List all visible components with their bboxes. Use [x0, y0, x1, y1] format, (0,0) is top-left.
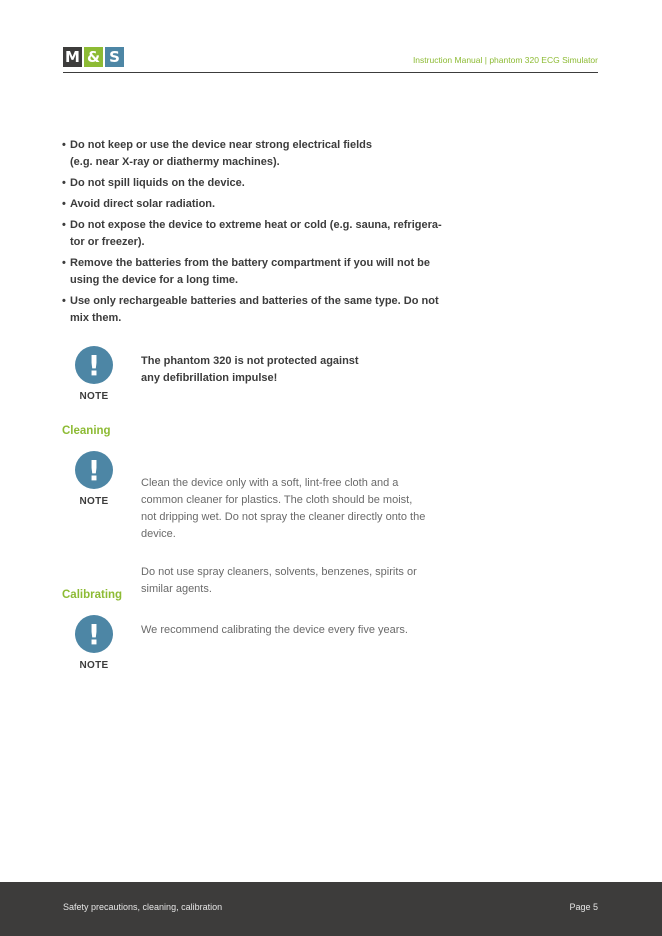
bullet-text: Remove the batteries from the battery compartment if you will not be using the device for a long time. [70, 257, 431, 286]
calibrating-text: We recommend calibrating the device every five years. [141, 624, 408, 636]
list-item [62, 175, 482, 192]
list-item [62, 217, 482, 251]
exclamation-icon: ! [75, 615, 113, 653]
note-calibrating [74, 615, 114, 671]
list-item [62, 196, 482, 213]
logo-letter-s: S [105, 47, 124, 67]
footer-section-title: Safety precautions, cleaning, calibration [63, 902, 223, 912]
cleaning-paragraph-1: Clean the device only with a soft, lint-free cloth and a common cleaner for plastics. The cloth should be moist, not dripping wet. Do not spray the cleaner directly onto the device. [141, 477, 426, 540]
logo-ampersand: & [84, 47, 103, 67]
exclamation-icon: ! [75, 346, 113, 384]
page-footer [0, 882, 662, 936]
brand-logo [63, 47, 126, 67]
bullet-text: Do not keep or use the device near strong electrical fields (e.g. near X-ray or diathermy machines). [70, 139, 372, 168]
bullet-text: Do not spill liquids on the device. [70, 177, 245, 189]
cleaning-text [141, 458, 473, 619]
cleaning-paragraph-2: Do not use spray cleaners, solvents, benzenes, spirits or similar agents. [141, 566, 417, 595]
note-label: NOTE [79, 660, 109, 671]
page-number: Page 5 [569, 902, 598, 912]
header-divider [63, 72, 598, 73]
exclamation-icon: ! [75, 451, 113, 489]
list-item [62, 137, 482, 171]
header-title: Instruction Manual | phantom 320 ECG Simulator [412, 55, 598, 65]
bullet-text: Do not expose the device to extreme heat or cold (e.g. sauna, refrigera- tor or freezer). [70, 219, 442, 248]
bullet-text: Avoid direct solar radiation. [70, 198, 216, 210]
safety-bullet-list [62, 137, 482, 331]
list-item [62, 293, 482, 327]
note-defibrillation [74, 346, 114, 402]
section-title-cleaning: Cleaning [62, 425, 111, 437]
logo-letter-m: M [63, 47, 82, 67]
note-cleaning [74, 451, 114, 507]
bullet-text: Use only rechargeable batteries and batteries of the same type. Do not mix them. [70, 295, 439, 324]
list-item [62, 255, 482, 289]
section-title-calibrating: Calibrating [62, 589, 123, 601]
note-label: NOTE [79, 391, 109, 402]
note-defibrillation-text: The phantom 320 is not protected against any defibrillation impulse! [141, 355, 359, 384]
note-label: NOTE [79, 496, 109, 507]
